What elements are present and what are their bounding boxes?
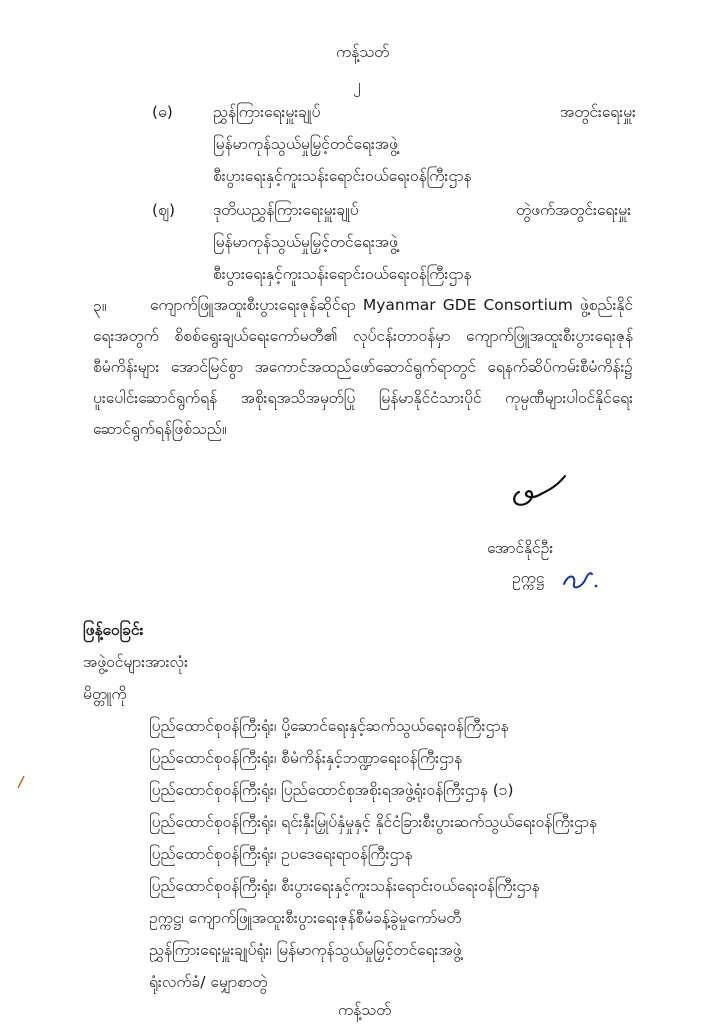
distribution-item: ရုံးလက်ခံ/ မျှောစာတွဲ xyxy=(149,973,268,991)
distribution-item: ပြည်ထောင်စုဝန်ကြီးရုံး၊ ပို့ဆောင်ရေးနှင့်ဆက်သွယ်ရေးဝန်ကြီးဌာန xyxy=(149,717,509,735)
distribution-item: ညွှန်ကြားရေးမှူးချုပ်ရုံး၊ မြန်မာကုန်သွယ်မှုမြှင့်တင်ရေးအဖွဲ့ xyxy=(149,941,462,959)
distribution-item: ဥက္ကဋ္ဌ၊ ကျောက်ဖြူအထူးစီးပွားရေးဇုန်စီမံခန့်ခွဲမှုကော်မတီ xyxy=(149,909,462,927)
copy-to-heading: မိတ္တူကို xyxy=(83,685,127,703)
signature-mark xyxy=(505,470,585,514)
classification-header: ကန့်သတ် xyxy=(336,43,390,61)
classification-footer: ကန့်သတ် xyxy=(338,1001,392,1019)
signatory-name: အောင်နိုင်ဦး xyxy=(487,539,554,557)
paragraph-number: ၃။ xyxy=(93,297,107,315)
distribution-item: ပြည်ထောင်စုဝန်ကြီးရုံး၊ ပြည်ထောင်စုအစိုးရအဖွဲ့ရုံးဝန်ကြီးဌာန (၁) xyxy=(149,781,514,799)
stray-pen-mark xyxy=(16,774,26,790)
distribution-item: ပြည်ထောင်စုဝန်ကြီးရုံး၊ ရင်းနှီးမြှုပ်နှံမှုနှင့် နိုင်ငံခြားစီးပွားဆက်သွယ်ရေးဝန်ကြီးဌာန xyxy=(149,813,597,831)
member-role: အတွင်းရေးမှူး xyxy=(560,103,636,121)
paragraph-body: ကျောက်ဖြူအထူးစီးပွားရေးဇုန်ဆိုင်ရာ Myanmar GDE Consortium ဖွဲ့စည်းနိုင်ရေးအတွက် စိစစ်ရွေးချယ်ရေးကော်မတီ၏ လုပ်ငန်းတာဝန်မှာ ကျောက်ဖြူအထူးစီးပွားရေးဇုန် စီမံကိန်းများ အောင်မြင်စွာ အကောင်အထည်ဖော်ဆောင်ရွက်ရာတွင် ရေနက်ဆိပ်ကမ်းစီမံကိန်း၌ ပူးပေါင်းဆောင်ရွက်ရန် အစိုးရအသိအမှတ်ပြု မြန်မာနိုင်ငံသားပိုင် ကုမ္ပဏီများပါဝင်နိုင်ရေး ဆောင်ရွက်ရန်ဖြစ်သည်။ xyxy=(93,296,633,438)
signatory-role: ဥက္ကဋ္ဌ xyxy=(512,569,545,587)
member-title: ညွှန်ကြားရေးမှူးချုပ် xyxy=(213,103,321,121)
page-number: ၂ xyxy=(353,76,361,94)
distribution-heading: ဖြန့်ဝေခြင်း xyxy=(83,621,144,639)
distribution-to: အဖွဲ့ဝင်များအားလုံး xyxy=(83,653,189,671)
member-role: တွဲဖက်အတွင်းရေးမှူး xyxy=(516,201,632,219)
member-title: ဒုတိယညွှန်ကြားရေးမှူးချုပ် xyxy=(213,201,359,219)
distribution-item: ပြည်ထောင်စုဝန်ကြီးရုံး၊ စီးပွားရေးနှင့်ကူးသန်းရောင်းဝယ်ရေးဝန်ကြီးဌာန xyxy=(149,877,540,895)
member-org: မြန်မာကုန်သွယ်မှုမြှင့်တင်ရေးအဖွဲ့ xyxy=(213,233,398,251)
member-number: (ဓ) xyxy=(152,103,173,121)
distribution-item: ပြည်ထောင်စုဝန်ကြီးရုံး၊ စီမံကိန်းနှင့်ဘဏ္ဍာရေးဝန်ကြီးဌာန xyxy=(149,749,463,767)
member-ministry: စီးပွားရေးနှင့်ကူးသန်းရောင်းဝယ်ရေးဝန်ကြီးဌာန xyxy=(213,167,472,185)
member-org: မြန်မာကုန်သွယ်မှုမြှင့်တင်ရေးအဖွဲ့ xyxy=(213,135,398,153)
initial-mark xyxy=(560,568,600,594)
member-number: (ဈ) xyxy=(152,201,176,219)
distribution-item: ပြည်ထောင်စုဝန်ကြီးရုံး၊ ဥပဒေရေးရာဝန်ကြီးဌာန xyxy=(149,845,413,863)
member-ministry: စီးပွားရေးနှင့်ကူးသန်းရောင်းဝယ်ရေးဝန်ကြီးဌာန xyxy=(213,265,472,283)
